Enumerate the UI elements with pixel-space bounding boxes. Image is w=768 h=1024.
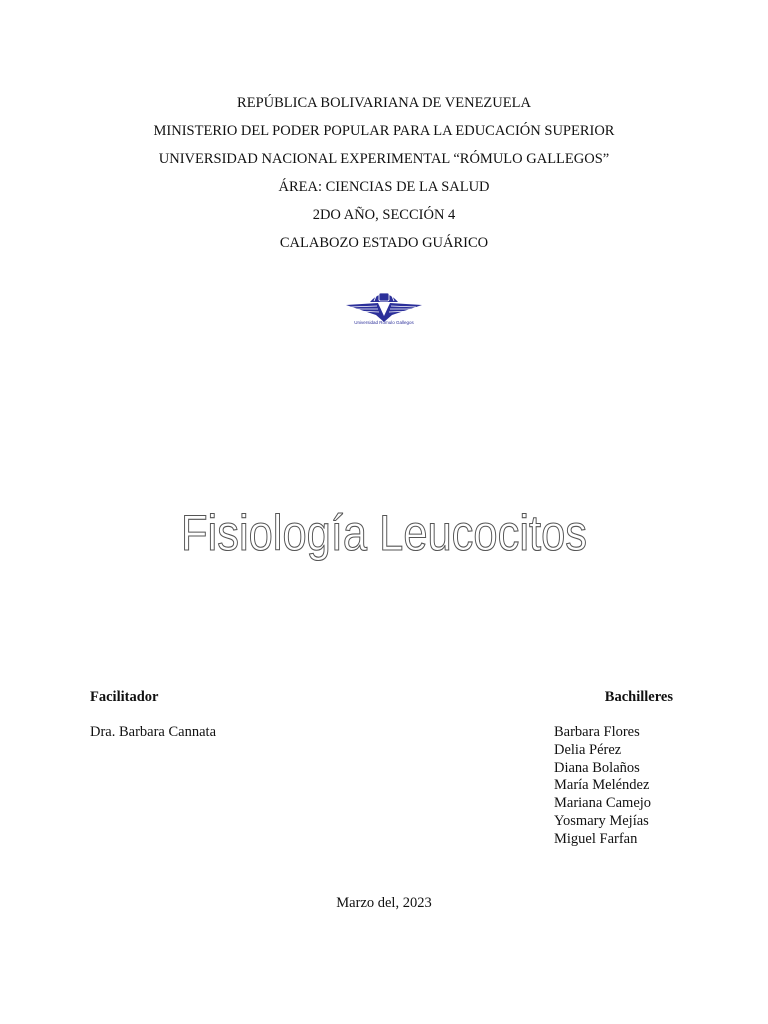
student-name: Delia Pérez	[554, 741, 622, 758]
facilitador-label: Facilitador	[90, 689, 159, 705]
header-line-ministry: MINISTERIO DEL PODER POPULAR PARA LA EDUCACIÓN SUPERIOR	[153, 123, 615, 139]
student-name: Barbara Flores	[554, 724, 640, 740]
facilitador-name: Dra. Barbara Cannata	[90, 724, 217, 740]
student-name: María Meléndez	[554, 777, 650, 794]
header-line-country: REPÚBLICA BOLIVARIANA DE VENEZUELA	[237, 95, 531, 111]
header-line-area: ÁREA: CIENCIAS DE LA SALUD	[278, 179, 490, 195]
header-line-section: 2DO AÑO, SECCIÓN 4	[312, 207, 456, 223]
logo-caption: Universidad Rómulo Gallegos	[354, 320, 414, 325]
header-line-university: UNIVERSIDAD NACIONAL EXPERIMENTAL “RÓMULO GALLEGOS”	[158, 151, 610, 167]
title-text: Fisiología Leucocitos	[181, 505, 587, 561]
student-list	[554, 724, 651, 849]
document-title	[150, 495, 618, 575]
header-line-location: CALABOZO ESTADO GUÁRICO	[279, 235, 489, 251]
student-name: Diana Bolaños	[554, 759, 640, 776]
document-date: Marzo del, 2023	[336, 895, 432, 911]
student-name: Mariana Camejo	[554, 795, 652, 812]
bachilleres-label: Bachilleres	[604, 689, 673, 705]
student-name: Miguel Farfan	[554, 830, 638, 847]
student-name: Yosmary Mejías	[554, 812, 649, 829]
document-header	[0, 92, 768, 260]
